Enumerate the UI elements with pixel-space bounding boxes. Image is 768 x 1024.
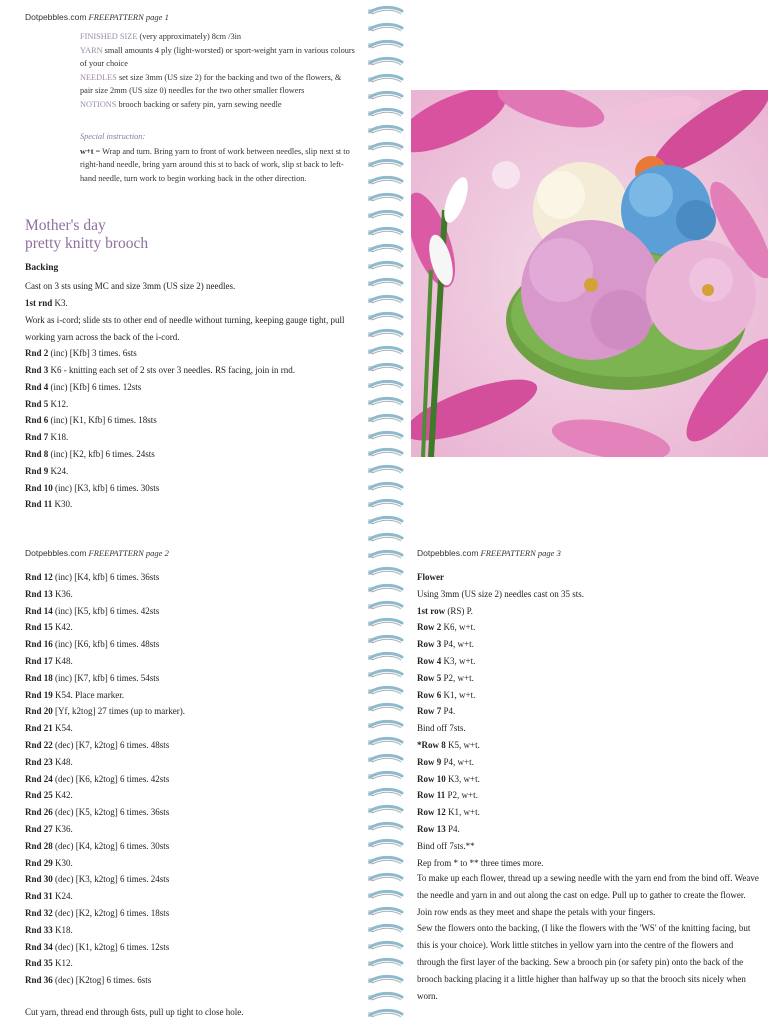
spec-finished-size: FINISHED SIZE (very approximately) 8cm /3in (80, 32, 242, 41)
spiral-coil (368, 160, 402, 167)
spiral-coil (368, 585, 402, 592)
spiral-binding (366, 0, 406, 1024)
spiral-coil (368, 602, 402, 609)
cast-on-line: Using 3mm (US size 2) needles cast on 35 sts. (417, 588, 584, 599)
row-line: Row 7 P4. (417, 706, 456, 717)
spiral-coil (368, 432, 402, 439)
spiral-coil (368, 806, 402, 813)
spiral-coil (368, 415, 402, 422)
spiral-coil (368, 568, 402, 575)
row-line: Rep from * to ** three times more. (417, 857, 544, 868)
spec-yarn: YARN small amounts 4 ply (light-worsted) or sport-weight yarn in various colours of your choice (80, 45, 355, 68)
round-line: Rnd 29 K30. (25, 857, 73, 868)
round-line: Rnd 32 (dec) [K2, k2tog] 6 times. 18sts (25, 907, 170, 918)
row-line: *Row 8 K5, w+t. (417, 739, 480, 750)
round-line: Rnd 12 (inc) [K4, kfb] 6 times. 36sts (25, 572, 160, 582)
spiral-coil (368, 262, 402, 269)
row-line: Row 12 K1, w+t. (417, 807, 480, 818)
row-line: Row 13 P4. (417, 823, 460, 834)
spiral-coil (368, 857, 402, 864)
spiral-coil (368, 109, 402, 116)
round-line: Rnd 14 (inc) [K5, kfb] 6 times. 42sts (25, 605, 160, 616)
spiral-coil (368, 653, 402, 660)
spiral-coil (368, 517, 402, 524)
spiral-coil (368, 925, 402, 932)
round-line: Rnd 5 K12. (25, 398, 69, 409)
spiral-coil (368, 313, 402, 320)
spiral-coil (368, 670, 402, 677)
round-line: Rnd 16 (inc) [K6, kfb] 6 times. 48sts (25, 639, 160, 650)
backing-instructions-continued (25, 569, 355, 989)
backing-heading: Backing (25, 263, 59, 273)
spec-needles: NEEDLES set size 3mm (US size 2) for the backing and two of the flowers, & pair size 2mm (US size 0) needles for the two other smaller flowers (80, 72, 342, 95)
spiral-coil (368, 177, 402, 184)
pattern-specs (80, 30, 355, 111)
spiral-coil (368, 942, 402, 949)
spiral-coil (368, 330, 402, 337)
spiral-coil (368, 449, 402, 456)
spiral-coil (368, 704, 402, 711)
spiral-coil (368, 534, 402, 541)
round-line: Rnd 26 (dec) [K5, k2tog] 6 times. 36sts (25, 807, 170, 818)
row-line: Row 2 K6, w+t. (417, 622, 476, 633)
round-line: Rnd 22 (dec) [K7, k2tog] 6 times. 48sts (25, 739, 170, 750)
cast-on-line: Cast on 3 sts using MC and size 3mm (US size 2) needles. (25, 281, 236, 291)
spiral-coil (368, 347, 402, 354)
makeup-paragraph: To make up each flower, thread up a sewing needle with the yarn end from the bind off. Weave the needle and yarn in and out along the cast on edge. Pull up to gather to create the flower. Join row ends as they meet and shape the petals with your fingers. (417, 873, 759, 917)
round-line: Rnd 35 K12. (25, 958, 73, 969)
row-line: Bind off 7sts.** (417, 840, 475, 851)
icord-instruction: Work as i-cord; slide sts to other end of needle without turning, keeping gauge tight, pull working yarn across the back of the i-cord. (25, 315, 345, 342)
round-line: Rnd 30 (dec) [K3, k2tog] 6 times. 24sts (25, 874, 170, 885)
spiral-coil (368, 840, 402, 847)
round-line: Rnd 27 K36. (25, 823, 73, 834)
page-label: FREEPATTERN page 1 (88, 12, 169, 22)
round-line: Rnd 23 K48. (25, 756, 73, 767)
page-label: FREEPATTERN page 3 (480, 548, 561, 558)
spiral-coil (368, 92, 402, 99)
spiral-coil (368, 500, 402, 507)
spiral-coil (368, 194, 402, 201)
sewing-paragraph: Sew the flowers onto the backing, (I like the flowers with the 'WS' of the knitting facing, but this is your choice). Work little stitches in yellow yarn into the centre of the flowers and through the first layer of the backing. Sew a brooch pin (or safety pin) onto the back of the brooch backing placing it a little higher than halfway up so that the brooch sits nicely when worn. (417, 923, 751, 1001)
spec-notions: NOTIONS brooch backing or safety pin, yarn sewing needle (80, 99, 282, 109)
round-line: Rnd 19 K54. Place marker. (25, 689, 124, 700)
spiral-coil (368, 466, 402, 473)
special-instruction-title: Special instruction: (80, 132, 146, 141)
site-name: Dotpebbles.com (25, 12, 87, 22)
round-line: Rnd 3 K6 - knitting each set of 2 sts over 3 needles. RS facing, join in rnd. (25, 364, 295, 375)
round-line: Rnd 7 K18. (25, 432, 69, 443)
spiral-coil (368, 41, 402, 48)
spiral-coil (368, 296, 402, 303)
spiral-coil (368, 738, 402, 745)
round-line: Rnd 36 (dec) [K2tog] 6 times. 6sts (25, 975, 152, 986)
spiral-coil (368, 1010, 402, 1017)
round-line: Rnd 9 K24. (25, 465, 69, 476)
pattern-title: Mother's day pretty knitty brooch (25, 217, 149, 252)
round-line: Rnd 28 (dec) [K4, k2tog] 6 times. 30sts (25, 840, 170, 851)
site-name: Dotpebbles.com (25, 548, 87, 558)
spiral-coil (368, 874, 402, 881)
spiral-coil (368, 789, 402, 796)
spiral-coil (368, 398, 402, 405)
round-line: Rnd 15 K42. (25, 622, 73, 633)
row-line: Row 5 P2, w+t. (417, 672, 474, 683)
spiral-coil (368, 381, 402, 388)
spiral-coil (368, 687, 402, 694)
page-1-header (25, 12, 169, 22)
spiral-coil (368, 24, 402, 31)
spiral-coil (368, 483, 402, 490)
round-line: Rnd 6 (inc) [K1, Kfb] 6 times. 18sts (25, 415, 157, 426)
spiral-coil (368, 823, 402, 830)
round-line: Rnd 10 (inc) [K3, kfb] 6 times. 30sts (25, 482, 160, 493)
flower-instructions (417, 569, 757, 871)
special-instruction (80, 130, 356, 185)
row-line: 1st row (RS) P. (417, 605, 473, 616)
spiral-coil (368, 619, 402, 626)
brooch-photo (411, 90, 768, 457)
spiral-coil (368, 279, 402, 286)
row-line: Row 3 P4, w+t. (417, 639, 474, 650)
row-line: Row 9 P4, w+t. (417, 756, 474, 767)
round-line: Rnd 2 (inc) [Kfb] 3 times. 6sts (25, 348, 137, 359)
row-line: Row 11 P2, w+t. (417, 790, 478, 801)
round-line: Rnd 18 (inc) [K7, kfb] 6 times. 54sts (25, 672, 160, 683)
spiral-coil (368, 211, 402, 218)
round-line: Rnd 24 (dec) [K6, k2tog] 6 times. 42sts (25, 773, 170, 784)
round-line: Rnd 17 K48. (25, 655, 73, 666)
round-line: Rnd 20 [Yf, k2tog] 27 times (up to marker). (25, 706, 185, 717)
site-name: Dotpebbles.com (417, 548, 479, 558)
row-line: Row 4 K3, w+t. (417, 655, 476, 666)
flower-heading: Flower (417, 572, 444, 582)
row-line: Row 6 K1, w+t. (417, 689, 476, 700)
row-line: Row 10 K3, w+t. (417, 773, 480, 784)
spiral-coil (368, 143, 402, 150)
spiral-coil (368, 364, 402, 371)
round-line: Rnd 21 K54. (25, 723, 73, 734)
spiral-coil (368, 993, 402, 1000)
special-instruction-text: w+t = Wrap and turn. Bring yarn to front of work between needles, slip next st to right-hand needle, bring yarn around this st to back of work, slip st back to left-hand needle, turn work to begin working back in the other direction. (80, 146, 350, 183)
round-line: Rnd 13 K36. (25, 588, 73, 599)
spiral-coil (368, 7, 402, 14)
spiral-coil (368, 75, 402, 82)
spiral-coil (368, 908, 402, 915)
spiral-coil (368, 891, 402, 898)
finishing-instruction: Cut yarn, thread end through 6sts, pull up tight to close hole. (25, 1007, 244, 1017)
round-line: Rnd 25 K42. (25, 790, 73, 801)
row-line: Bind off 7sts. (417, 723, 466, 734)
round-line: Rnd 4 (inc) [Kfb] 6 times. 12sts (25, 381, 142, 392)
spiral-coil (368, 755, 402, 762)
spiral-coil (368, 721, 402, 728)
spiral-coil (368, 551, 402, 558)
page-2-header (25, 548, 169, 558)
knitted-flower-brooch-image (411, 90, 768, 457)
spiral-coil (368, 58, 402, 65)
round-line: Rnd 8 (inc) [K2, kfb] 6 times. 24sts (25, 448, 155, 459)
spiral-coil (368, 772, 402, 779)
spiral-coil (368, 126, 402, 133)
spiral-coil (368, 245, 402, 252)
round-line: Rnd 11 K30. (25, 499, 73, 510)
page-3-header (417, 548, 561, 558)
spiral-coil (368, 959, 402, 966)
makeup-instructions (417, 870, 760, 1004)
round-line: Rnd 31 K24. (25, 891, 73, 902)
spiral-coil (368, 976, 402, 983)
round-line: 1st rnd K3. (25, 297, 68, 308)
spiral-coil (368, 636, 402, 643)
spiral-coil (368, 228, 402, 235)
round-line: Rnd 34 (dec) [K1, k2tog] 6 times. 12sts (25, 941, 170, 952)
round-line: Rnd 33 K18. (25, 924, 73, 935)
page-label: FREEPATTERN page 2 (88, 548, 169, 558)
